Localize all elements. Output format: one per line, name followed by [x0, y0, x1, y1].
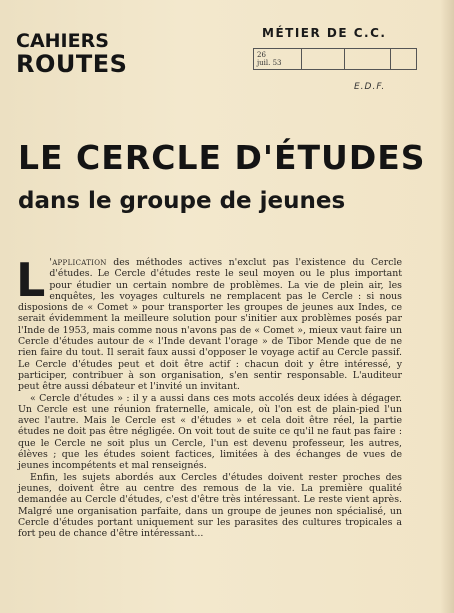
logo-line-cahiers: CAHIERS [16, 30, 109, 52]
source-label: E.D.F. [354, 82, 386, 92]
paragraph-1 [16, 253, 402, 393]
cahiers-routes-logo [16, 32, 140, 77]
drop-cap: L [16, 253, 46, 307]
article-body [16, 253, 402, 540]
logo-line-routes: ROUTES [16, 50, 128, 78]
rubric-label: MÉTIER DE C.C. [262, 26, 387, 40]
stamp-divider [390, 49, 391, 69]
page-edge-shadow [440, 0, 454, 613]
stamp-divider [344, 49, 345, 69]
paragraph-3: Enfin, les sujets abordés aux Cercles d'études doivent rester proches des jeunes, doivent être au centre des remous de la vie. La première qualité demandée au Cercle d'études, c'est d'être très intéressant. Le reste vient après. Malgré une organisation parfaite, dans un groupe de jeunes non spécialisé, un Cercle d'études portant uniquement sur les parasites des cultures tropicales a fort peu de chance d'être intéressant... [18, 471, 402, 540]
paragraph-1-text: des méthodes actives n'exclut pas l'existence du Cercle d'études. Le Cercle d'études reste le seul moyen ou le plus important pour étudier un certain nombre de problèmes. La vie de plein air, les enquêtes, les voyages culturels ne remplacent pas le Cercle : si nous disposions de « Comet » pour transporter les groupes de jeunes aux Indes, ce serait évidemment la meilleure solution pour s'initier aux problèmes posés par l'Inde de 1953, mais comme nous n'avons pas de « Comet », mieux vaut faire un Cercle d'études autour de « l'Inde devant l'orage » de Tibor Mende que de ne rien faire du tout. Il serait faux aussi d'opposer le voyage actif au Cercle passif. Le Cercle d'études peut et doit être actif : chacun doit y être intéressé, y participer, contribuer à son organisation, s'en sentir responsable. L'auditeur peut être aussi débateur et l'invité un invitant. [18, 257, 402, 393]
date-stamp [254, 49, 302, 69]
date-stamp-box [253, 48, 417, 70]
date-month-year: juil. 53 [257, 59, 282, 67]
paragraph-2: « Cercle d'études » : il y a aussi dans ces mots accolés deux idées à dégager. Un Cercle est une réunion fraternelle, amicale, où l'on est de plain-pied l'un avec l'autre. Mais le Cercle est « d'études » et cela doit être réel, la partie études ne doit pas être négligée. On voit tout de suite ce qu'il ne faut pas faire : que le Cercle ne soit plus un Cercle, l'un est devenu professeur, les autres, élèves ; que les études soient factices, limitées à des échanges de vues de jeunes incompétents et mal renseignés. [18, 392, 402, 472]
article-subtitle: dans le groupe de jeunes [18, 188, 346, 214]
header-metadata [254, 26, 444, 92]
article-title: LE CERCLE D'ÉTUDES [18, 138, 426, 177]
date-day: 26 [257, 51, 266, 59]
lead-word: 'application [49, 257, 107, 268]
